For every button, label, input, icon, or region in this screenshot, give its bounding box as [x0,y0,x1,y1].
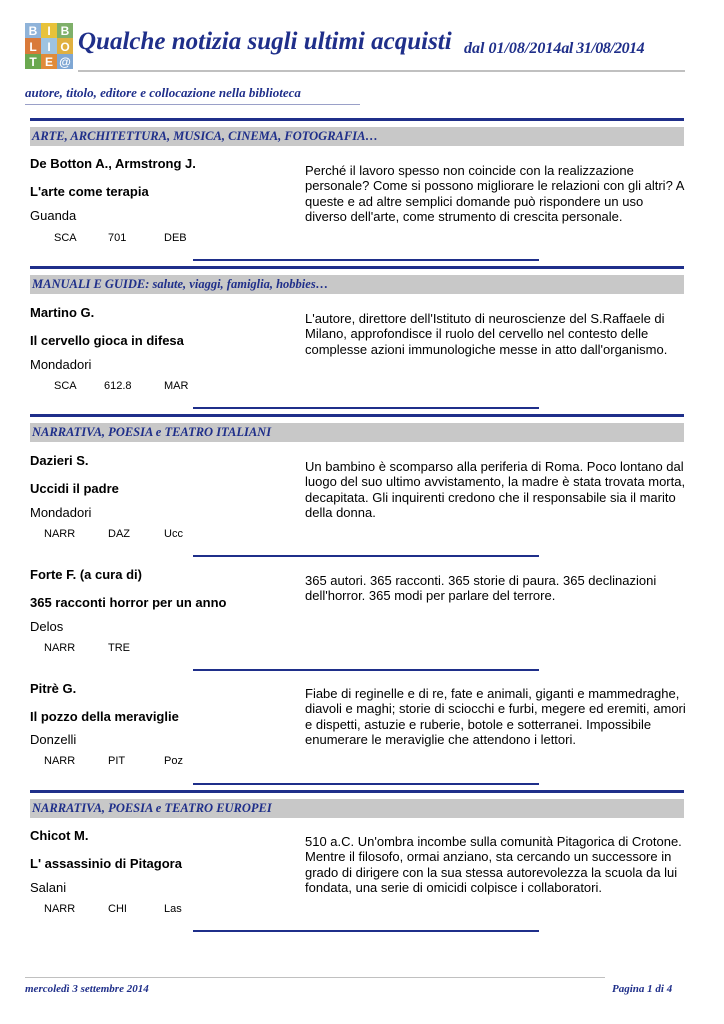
book-publisher: Salani [30,880,67,895]
location-class: 612.8 [104,380,132,392]
book-publisher: Mondadori [30,505,92,520]
category-label: NARRATIVA, POESIA e TEATRO EUROPEI [32,801,272,815]
date-range [464,40,644,58]
book-publisher: Donzelli [30,732,77,747]
footer-date: mercoledì 3 settembre 2014 [25,983,149,995]
location-code: Poz [164,755,183,767]
category-label: MANUALI E GUIDE: salute, viaggi, famiglia, hobbies… [32,277,329,291]
book-description: Fiabe di reginelle e di re, fate e animali, giganti e mammedraghe, diavoli e maghi; storie di sciocchi e furbi, megere ed eremiti, amori e dispetti, astuzie e ruberie, botole e sotterranei. Impossibile enumerare le meraviglie che attendono i lettori. [305,686,686,747]
category-rule [30,118,684,121]
svg-text:B: B [28,24,38,38]
category-header [30,423,684,442]
library-logo [25,23,73,69]
location-class: DAZ [108,528,130,540]
book-description: L'autore, direttore dell'Istituto di neuroscienze del S.Raffaele di Milano, approfondisce il ruolo del cervello nel contesto delle complesse azioni immunologiche messe in atto dall'organismo. [305,311,668,357]
location-code: MAR [164,380,189,392]
location-section: SCA [54,232,77,244]
entry-separator [193,930,539,932]
category-label: NARRATIVA, POESIA e TEATRO ITALIANI [32,425,272,439]
book-author: Dazieri S. [30,453,89,468]
location-code: Ucc [164,528,183,540]
entry-separator [193,407,539,409]
entry-separator [193,669,539,671]
book-title: Il pozzo della meraviglie [30,709,179,724]
location-class: CHI [108,903,127,915]
book-author: Pitrè G. [30,681,77,696]
subtitle-divider [25,104,360,105]
book-title: 365 racconti horror per un anno [30,595,227,610]
entry-separator [193,783,539,785]
location-section: SCA [54,380,77,392]
svg-text:I: I [47,40,51,54]
category-rule [30,414,684,417]
book-description: Perché il lavoro spesso non coincide con la realizzazione personale? Come si possono migliorare le relazioni con gli altri? A queste e ad altre semplici domande può rispondere un uso diverso dell'arte, come strumento di crescita personale. [305,163,684,224]
location-class: PIT [108,755,126,767]
location-section: NARR [44,903,76,915]
category-header [30,799,684,818]
footer-divider [25,977,605,978]
location-section: NARR [44,755,76,767]
location-section: NARR [44,528,76,540]
svg-text:I: I [47,24,51,38]
book-description: 365 autori. 365 racconti. 365 storie di paura. 365 declinazioni dell'horror. 365 modi per parlare del terrore. [305,573,657,604]
book-publisher: Delos [30,619,64,634]
book-title: L' assassinio di Pitagora [30,856,182,871]
book-author: Chicot M. [30,828,89,843]
svg-text:E: E [44,55,54,69]
book-title: L'arte come terapia [30,184,149,199]
location-section: NARR [44,642,76,654]
date-to: al 31/08/2014 [561,40,645,57]
header-divider [78,70,685,72]
svg-text:@: @ [59,55,71,69]
book-publisher: Guanda [30,208,77,223]
category-rule [30,266,684,269]
location-code: Las [164,903,182,915]
page-title: Qualche notizia sugli ultimi acquisti [78,28,452,55]
category-rule [30,790,684,793]
book-author: Forte F. (a cura di) [30,567,142,582]
book-description: 510 a.C. Un'ombra incombe sulla comunità Pitagorica di Crotone. Mentre il filosofo, ormai anziano, sta cercando un successore in grado di dirigere con la sua stessa autorevolezza la scuola da lui fondata, una serie di omicidi colpisce i collaboratori. [305,834,682,895]
location-class: TRE [108,642,130,654]
category-header [30,127,684,146]
book-title: Il cervello gioca in difesa [30,333,184,348]
book-title: Uccidi il padre [30,481,119,496]
svg-text:T: T [29,55,37,69]
svg-text:L: L [29,40,37,54]
svg-text:O: O [60,40,70,54]
page-subtitle: autore, titolo, editore e collocazione nella biblioteca [25,85,301,100]
date-from: dal 01/08/2014 [464,40,562,57]
location-class: 701 [108,232,127,244]
page-number: Pagina 1 di 4 [612,983,673,995]
book-author: Martino G. [30,305,95,320]
entry-separator [193,259,539,261]
category-label: ARTE, ARCHITETTURA, MUSICA, CINEMA, FOTOGRAFIA… [32,129,378,143]
book-publisher: Mondadori [30,357,92,372]
svg-text:B: B [60,24,70,38]
book-description: Un bambino è scomparso alla periferia di Roma. Poco lontano dal luogo del suo ultimo avvistamento, la madre è stata trovata morta, decapitata. Gli inquirenti credono che il responsabile sia il marito della donna. [305,459,686,520]
location-code: DEB [164,232,187,244]
entry-separator [193,555,539,557]
book-author: De Botton A., Armstrong J. [30,156,196,171]
category-header [30,275,684,294]
